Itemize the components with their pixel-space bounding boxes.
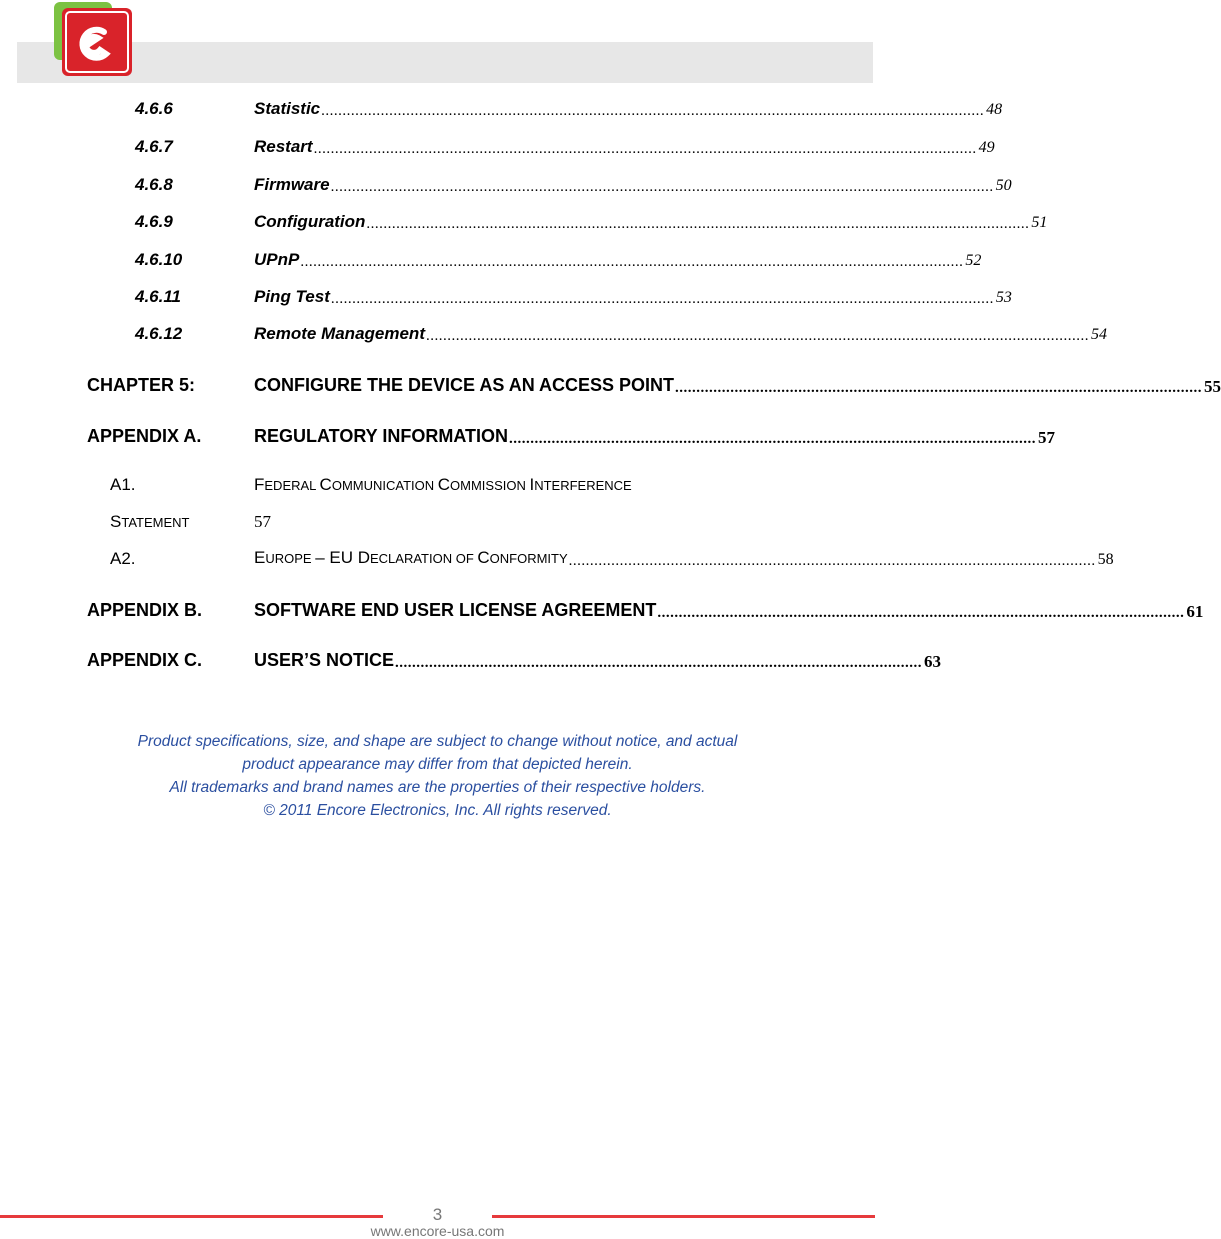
toc-leader-dots: ............................................................................................................................ [509, 431, 1036, 447]
sub-entry-page: 58 [1097, 551, 1114, 568]
sub-entry-page: 57 [254, 512, 271, 531]
toc-entry-number: 4.6.12 [135, 324, 183, 343]
toc-entry-number: 4.6.6 [135, 99, 173, 118]
toc-entry-title: Statistic [254, 99, 321, 118]
encore-logo-icon [52, 0, 134, 78]
toc-entry-4-6-8[interactable] [0, 174, 1012, 200]
toc-entry-page: 53 [995, 289, 1012, 306]
toc-entry-4-6-7[interactable] [0, 136, 995, 162]
toc-leader-dots: ............................................................................................................................................................ [300, 254, 964, 270]
toc-leader-dots: ............................................................................................................................ [657, 605, 1185, 621]
sub-entry-number: A1. [110, 475, 136, 494]
footer-url[interactable]: www.encore-usa.com [370, 1223, 505, 1239]
toc-leader-dots: ............................................................................................................................................................ [425, 328, 1089, 344]
toc-entry-title: Firmware [254, 175, 330, 194]
header-band [17, 42, 873, 83]
toc-entry-number: 4.6.10 [135, 250, 183, 269]
sub-entry-number: A2. [110, 549, 136, 568]
sub-entry-title-wrap: STATEMENT [110, 512, 190, 531]
toc-entry-title: Restart [254, 137, 313, 156]
toc-entry-title: Configuration [254, 212, 366, 231]
toc-leader-dots: ............................................................................................................................ [675, 380, 1203, 396]
toc-entry-page: 49 [978, 139, 995, 156]
chapter-label: APPENDIX B. [87, 600, 203, 620]
toc-entry-title: UPnP [254, 250, 300, 269]
sub-entry-title: FEDERAL COMMUNICATION COMMISSION INTERFERENCE [254, 475, 632, 494]
toc-sub-entry-a2[interactable] [0, 548, 1114, 574]
toc-entry-title: Ping Test [254, 287, 330, 306]
toc-entry-title: Remote Management [254, 324, 425, 343]
toc-entry-page: 50 [995, 177, 1012, 194]
toc-leader-dots: ............................................................................................................................................................ [330, 291, 994, 307]
notice-line: © 2011 Encore Electronics, Inc. All rights reserved. [263, 802, 612, 819]
page-number: 3 [432, 1205, 443, 1224]
product-notice [0, 730, 875, 822]
toc-entry-page: 52 [965, 252, 982, 269]
toc-leader-dots: ............................................................................................................................................................ [330, 179, 994, 195]
toc-entry-4-6-10[interactable] [0, 249, 982, 275]
chapter-title: REGULATORY INFORMATION [254, 426, 508, 446]
toc-entry-4-6-11[interactable] [0, 286, 1012, 312]
toc-entry-number: 4.6.7 [135, 137, 173, 156]
chapter-label: APPENDIX A. [87, 426, 202, 446]
toc-entry-number: 4.6.8 [135, 175, 173, 194]
notice-line: Product specifications, size, and shape are subject to change without notice, and actual [137, 733, 738, 750]
chapter-page: 63 [924, 652, 942, 671]
toc-chapter-5[interactable] [0, 373, 1221, 399]
chapter-title: SOFTWARE END USER LICENSE AGREEMENT [254, 600, 657, 620]
chapter-title: CONFIGURE THE DEVICE AS AN ACCESS POINT [254, 375, 675, 395]
chapter-page: 61 [1186, 602, 1204, 621]
toc-entry-page: 51 [1031, 214, 1048, 231]
toc-entry-page: 48 [986, 101, 1003, 118]
toc-leader-dots: ............................................................................................................................ [568, 553, 1096, 569]
toc-entry-4-6-9[interactable] [0, 211, 1048, 237]
notice-line: product appearance may differ from that depicted herein. [242, 756, 633, 773]
toc-leader-dots: ............................................................................................................................................................ [321, 103, 985, 119]
toc-appendix-b[interactable] [0, 598, 1204, 624]
toc-appendix-a[interactable] [0, 424, 1055, 450]
toc-leader-dots: ............................................................................................................................................................ [313, 141, 977, 157]
notice-line: All trademarks and brand names are the properties of their respective holders. [169, 779, 706, 796]
toc-leader-dots: ............................................................................................................................................................ [366, 216, 1030, 232]
chapter-page: 55 [1204, 377, 1221, 396]
chapter-label: APPENDIX C. [87, 650, 203, 670]
chapter-label: CHAPTER 5: [87, 375, 196, 395]
toc-appendix-c[interactable] [0, 648, 942, 674]
sub-entry-title: EUROPE – EU DECLARATION OF CONFORMITY [254, 548, 568, 567]
toc-leader-dots: ............................................................................................................................ [395, 655, 923, 671]
toc-entry-4-6-12[interactable] [0, 323, 1107, 349]
toc-entry-page: 54 [1090, 326, 1107, 343]
toc-entry-4-6-6[interactable] [0, 98, 1003, 124]
chapter-page: 57 [1038, 428, 1055, 447]
toc-entry-number: 4.6.9 [135, 212, 173, 231]
chapter-title: USER’S NOTICE [254, 650, 395, 670]
toc-entry-number: 4.6.11 [135, 287, 182, 306]
